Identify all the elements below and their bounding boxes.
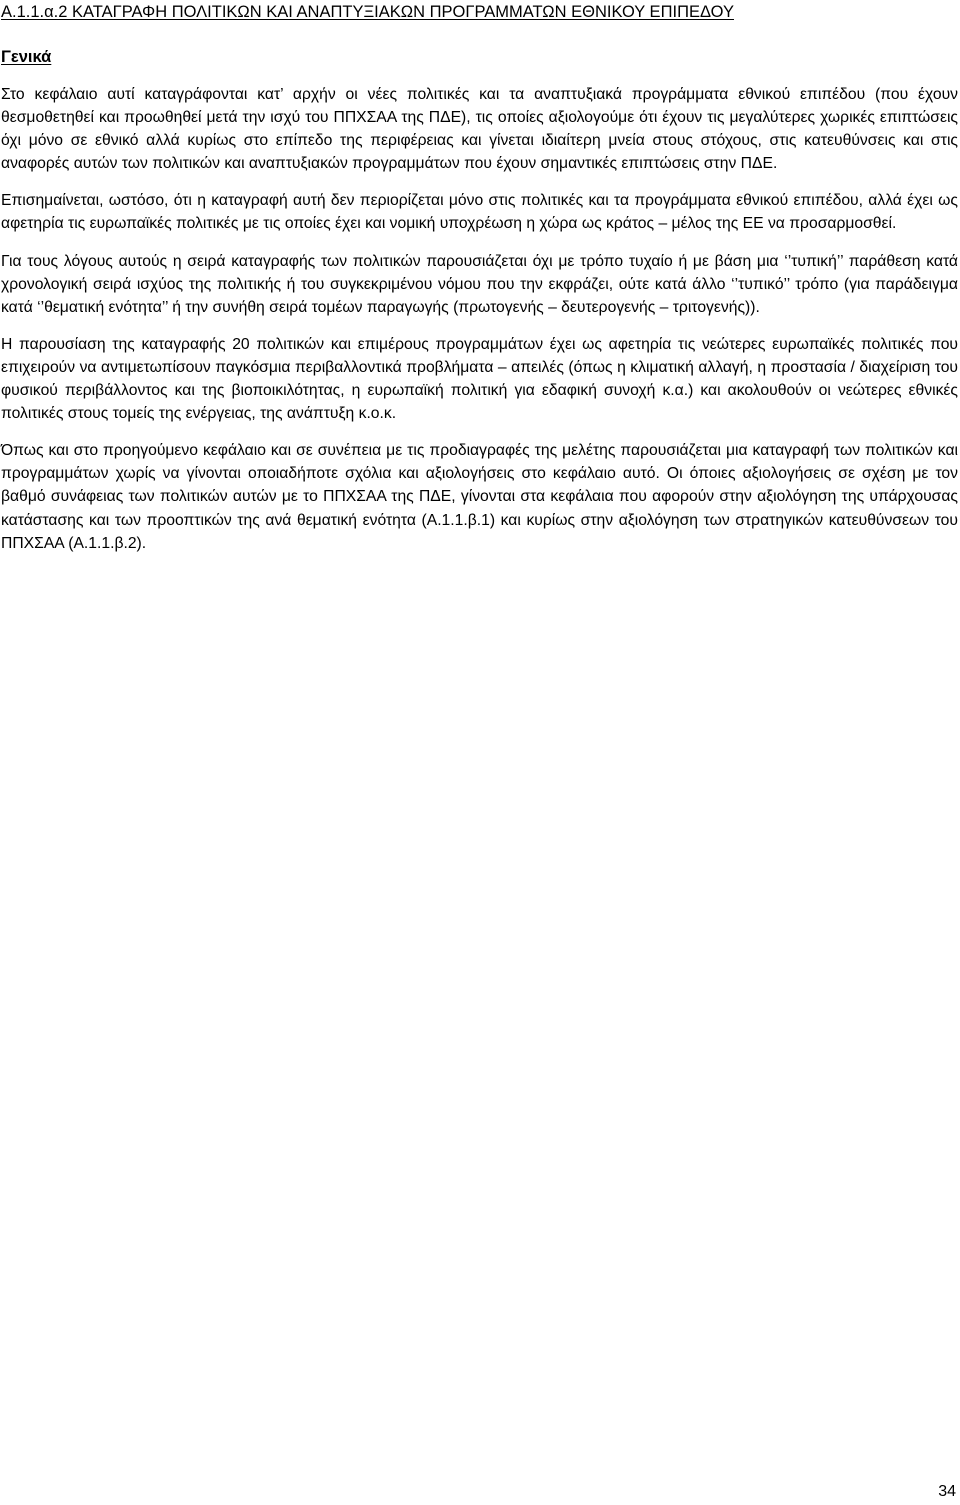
page-number: 34: [938, 1483, 956, 1500]
subheading-general: Γενικά: [1, 48, 52, 66]
document-page: [1, 0, 958, 555]
paragraph-2: Επισημαίνεται, ωστόσο, ότι η καταγραφή αυτή δεν περιορίζεται μόνο στις πολιτικές και τα προγράμματα εθνικού επιπέδου, αλλά έχει ως αφετηρία τις ευρωπαϊκές πολιτικές με τις οποίες έχει και νομική υποχρέωση η χώρα ως κράτος – μέλος της ΕΕ να προσαρμοσθεί.: [1, 192, 958, 233]
paragraph-3: Για τους λόγους αυτούς η σειρά καταγραφής των πολιτικών παρουσιάζεται όχι με τρόπο τυχαίο ή με βάση μια ‘’τυπική’’ παράθεση κατά χρονολογική σειρά ισχύος της πολιτικής ή του συγκεκριμένου νόμου που την εκφράζει, ούτε κατά άλλο ‘’τυπικό’’ τρόπο (για παράδειγμα κατά ‘’θεματική ενότητα’’ ή την συνήθη σειρά τομέων παραγωγής (πρωτογενής – δευτερογενής – τριτογενής)).: [1, 252, 958, 316]
paragraph-5: Όπως και στο προηγούμενο κεφάλαιο και σε συνέπεια με τις προδιαγραφές της μελέτης παρουσιάζεται μια καταγραφή των πολιτικών και προγραμμάτων χωρίς να γίνονται οποιαδήποτε σχόλια και αξιολογήσεις στο κεφάλαιο αυτό. Οι όποιες αξιολογήσεις σε σχέση με τον βαθμό συνάφειας των πολιτικών αυτών με το ΠΠΧΣΑΑ της ΠΔΕ, γίνονται στα κεφάλαια που αφορούν στην αξιολόγηση της υπάρχουσας κατάστασης και των προοπτικών της ανά θεματική ενότητα (Α.1.1.β.1) και κυρίως στην αξιολόγηση των στρατηγικών κατευθύνσεων του ΠΠΧΣΑΑ (Α.1.1.β.2).: [1, 442, 958, 552]
paragraph-4: Η παρουσίαση της καταγραφής 20 πολιτικών και επιμέρους προγραμμάτων έχει ως αφετηρία τις νεώτερες ευρωπαϊκές πολιτικές που επιχειρούν να αντιμετωπίσουν παγκόσμια περιβαλλοντικά προβλήματα – απειλές (όπως η κλιματική αλλαγή, η προστασία / διαχείριση του φυσικού περιβάλλοντος και της βιοποικιλότητας, η ευρωπαϊκή πολιτική για εδαφική συνοχή κ.α.) και ακολουθούν οι νεώτερες εθνικές πολιτικές στους τομείς της ενέργειας, της ανάπτυξη κ.ο.κ.: [1, 335, 958, 423]
section-title: Α.1.1.α.2 ΚΑΤΑΓΡΑΦΗ ΠΟΛΙΤΙΚΩΝ ΚΑΙ ΑΝΑΠΤΥΞΙΑΚΩΝ ΠΡΟΓΡΑΜΜΑΤΩΝ ΕΘΝΙΚΟΥ ΕΠΙΠΕΔΟΥ: [1, 3, 734, 21]
paragraph-1: Στο κεφάλαιο αυτί καταγράφονται κατ’ αρχήν οι νέες πολιτικές και τα αναπτυξιακά προγράμματα εθνικού επιπέδου (που έχουν θεσμοθετηθεί και προωθηθεί μετά την ισχύ του ΠΠΧΣΑΑ της ΠΔΕ), τις οποίες αξιολογούμε ότι έχουν τις μεγαλύτερες χωρικές επιπτώσεις όχι μόνο σε εθνικό αλλά κυρίως στο επίπεδο της περιφέρειας και γίνεται ιδιαίτερη μνεία στους στόχους, στις κατευθύνσεις και στις αναφορές αυτών των πολιτικών και αναπτυξιακών προγραμμάτων που έχουν σημαντικές επιπτώσεις στην ΠΔΕ.: [1, 86, 958, 173]
